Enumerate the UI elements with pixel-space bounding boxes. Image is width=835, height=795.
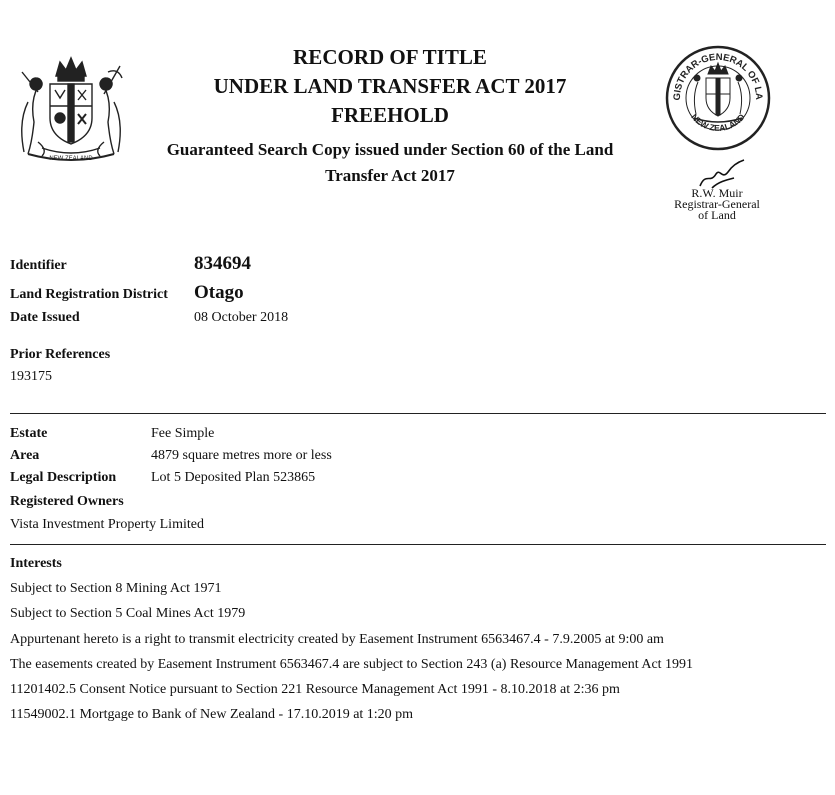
legal-description-value: Lot 5 Deposited Plan 523865 [151,470,316,485]
subtitle-line-2: Transfer Act 2017 [325,166,455,185]
subtitle-line-1: Guaranteed Search Copy issued under Section 60 of the Land [166,140,614,159]
coat-of-arms-icon [8,42,134,168]
registrar-general-seal-icon [664,44,772,152]
guaranteed-search-subtitle [140,137,640,189]
registered-owners-value: Vista Investment Property Limited [10,517,204,532]
interest-item: The easements created by Easement Instrument 6563467.4 are subject to Section 243 (a) Resource Management Act 1991 [10,657,694,672]
identifier-value: 834694 [194,253,251,274]
registrar-name: R.W. Muir [691,186,743,200]
interest-item: Appurtenant hereto is a right to transmit electricity created by Easement Instrument 6563467.4 - 7.9.2005 at 9:00 am [10,632,664,647]
identifier-label: Identifier [10,258,67,273]
title-line-1: RECORD OF TITLE [293,45,487,69]
prior-references-value: 193175 [10,369,52,384]
svg-text:NEW ZEALAND: NEW ZEALAND [49,156,93,162]
estate-value: Fee Simple [151,426,215,441]
area-label: Area [10,448,40,463]
interest-item: Subject to Section 5 Coal Mines Act 1979 [10,606,246,621]
date-issued-value: 08 October 2018 [194,310,289,325]
interest-item: Subject to Section 8 Mining Act 1971 [10,581,222,596]
record-title-heading [140,43,640,130]
district-value: Otago [194,282,244,303]
interest-item: 11201402.5 Consent Notice pursuant to Section 221 Resource Management Act 1991 - 8.10.2018 at 2:36 pm [10,682,620,697]
interest-item: 11549002.1 Mortgage to Bank of New Zealand - 17.10.2019 at 1:20 pm [10,707,414,722]
section-divider [10,413,826,414]
registrar-caption [650,188,784,221]
date-issued-label: Date Issued [10,310,80,325]
legal-description-label: Legal Description [10,470,117,485]
district-label: Land Registration District [10,287,168,302]
registered-owners-label: Registered Owners [10,494,124,509]
section-divider [10,544,826,545]
registrar-title-line-2: of Land [698,208,736,222]
title-line-3: FREEHOLD [331,103,449,127]
area-value: 4879 square metres more or less [151,448,332,463]
registrar-title-line-1: Registrar-General [674,197,760,211]
estate-label: Estate [10,426,48,441]
seal-text-top: GISTRAR-GENERAL OF LA [671,51,765,101]
prior-references-label: Prior References [10,347,111,362]
seal-text-bottom: NEW ZEALAND [689,111,747,134]
interests-label: Interests [10,556,62,571]
title-line-2: UNDER LAND TRANSFER ACT 2017 [213,74,567,98]
